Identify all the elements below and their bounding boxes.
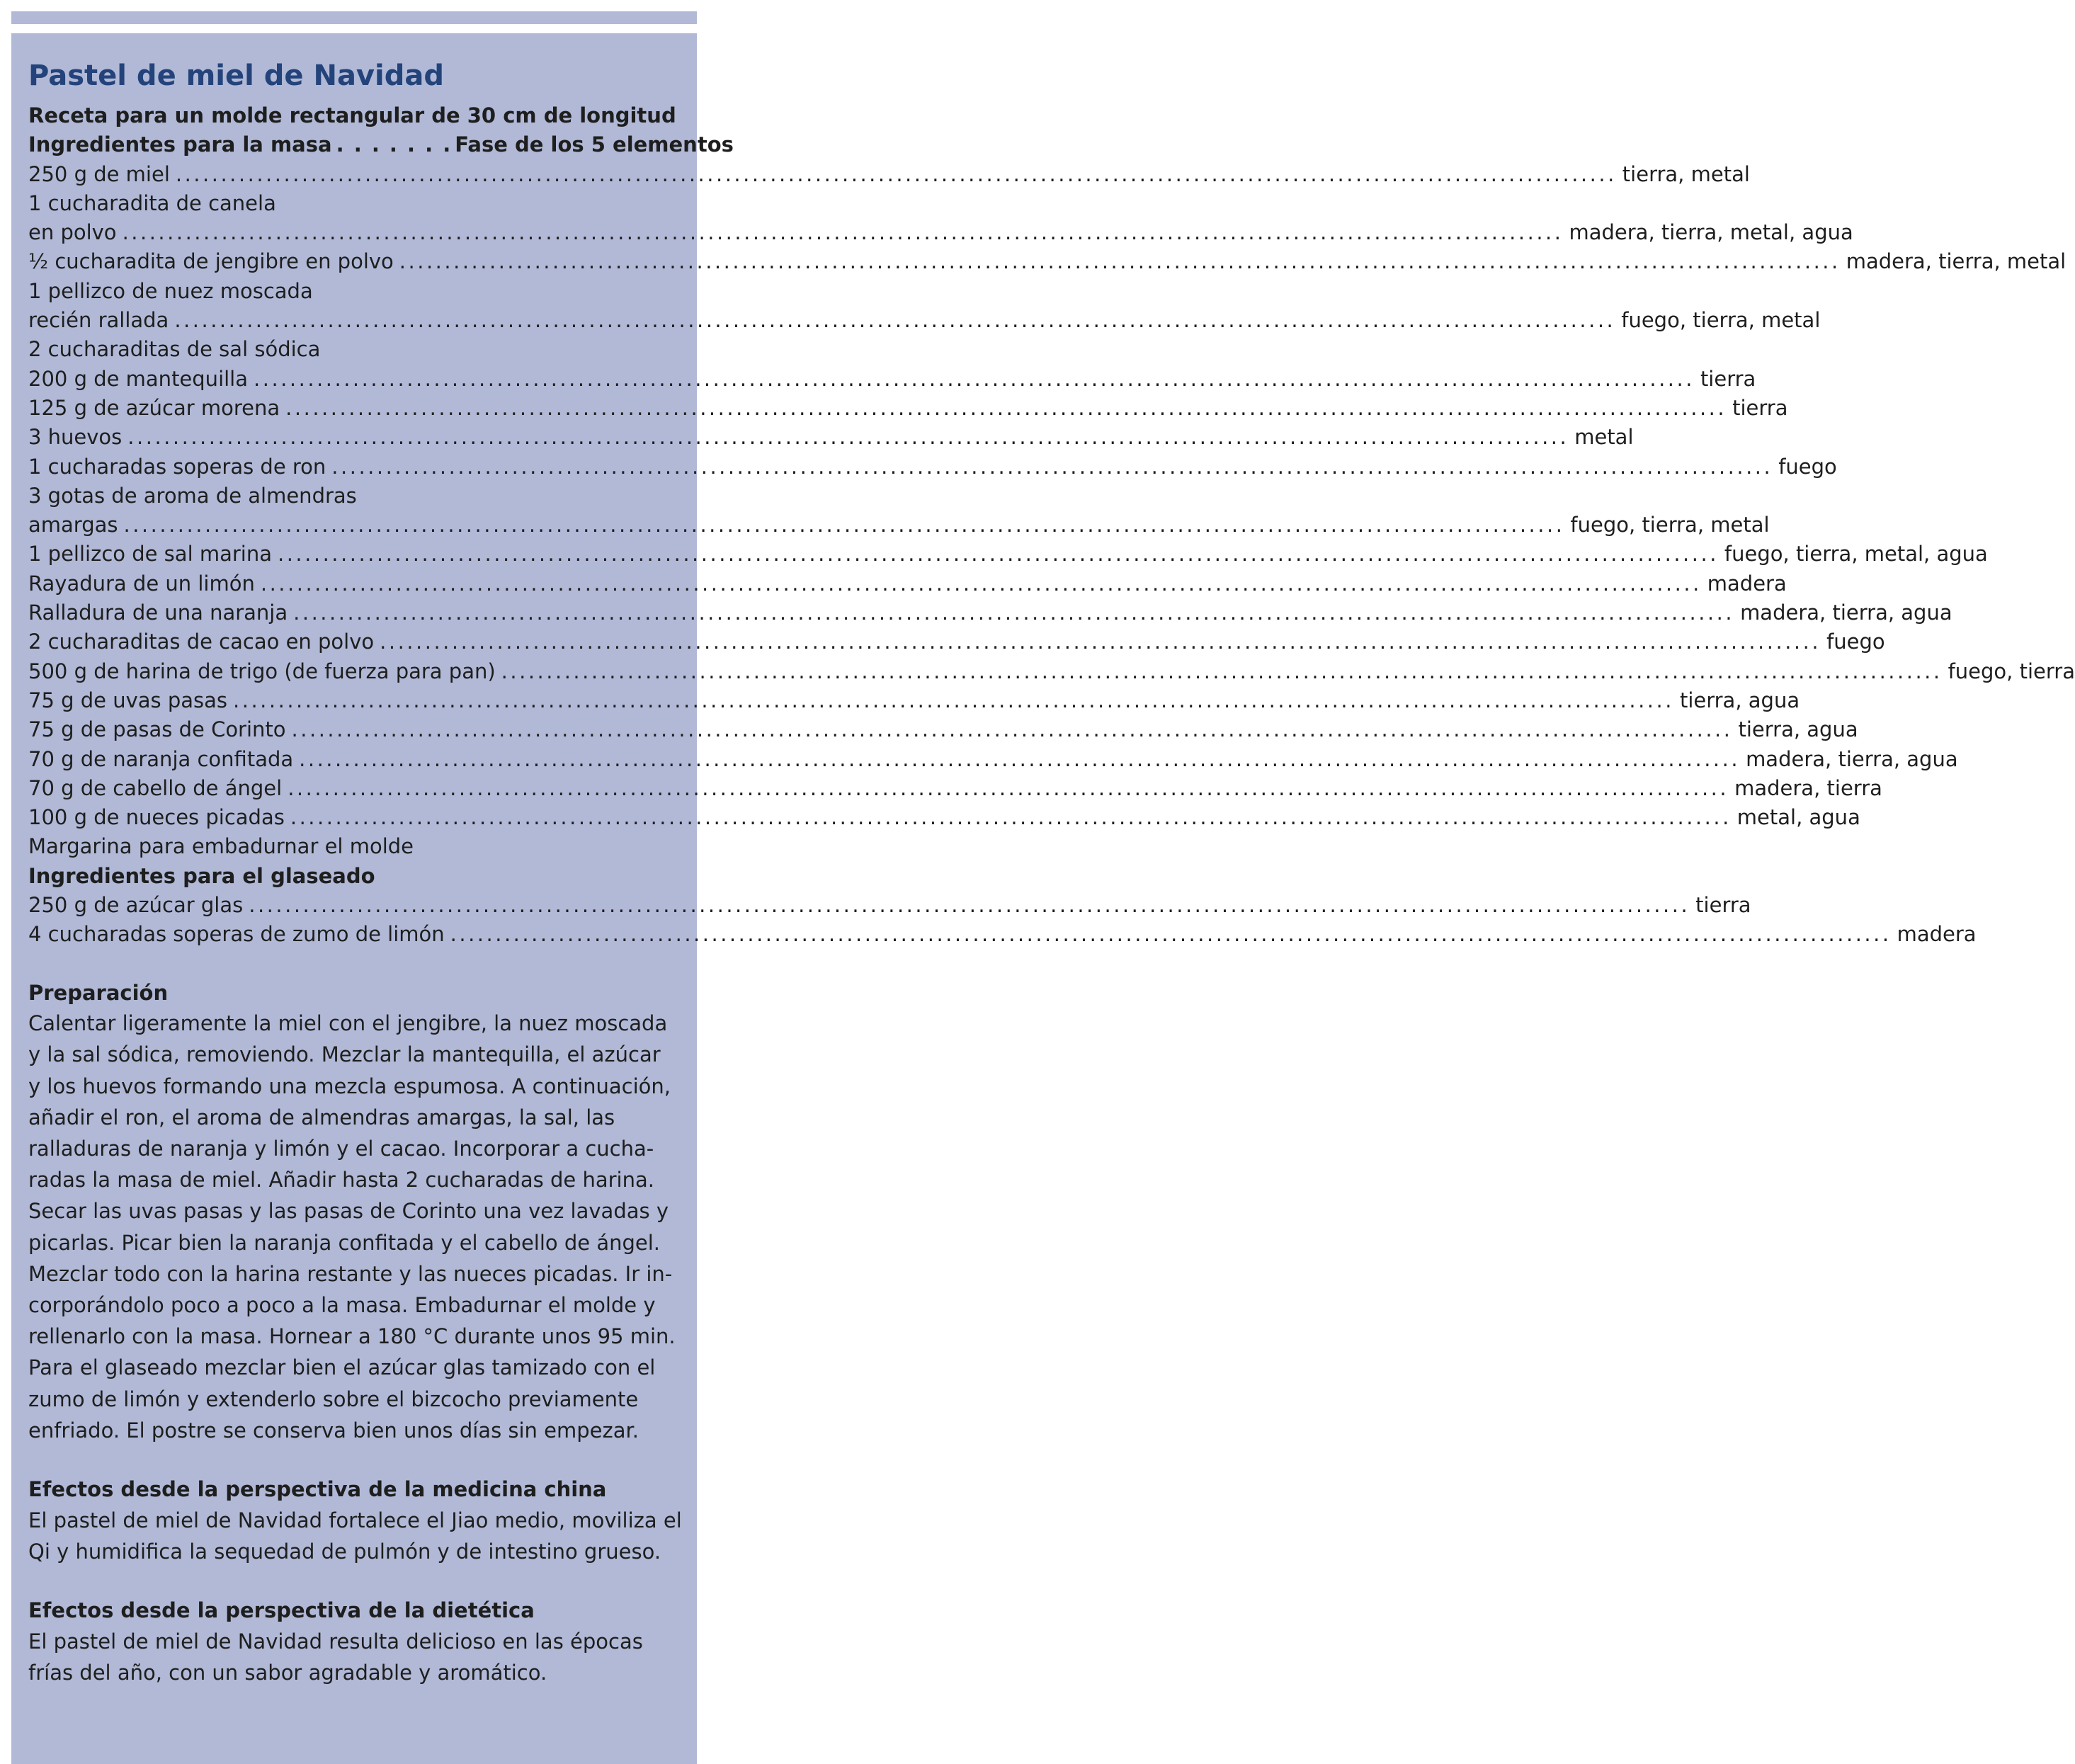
ingredient-elements: madera, tierra, agua [1740,601,1952,625]
ingredient-row [28,920,1977,949]
ingredient-elements: tierra [1700,366,1756,391]
text-line: Qi y humidifica la sequedad de pulmón y de intestino grueso. [28,1539,661,1564]
glaze-header: Ingredientes para el glaseado [28,863,375,888]
ingredient-name: 250 g de azúcar glas [28,893,244,918]
dietetics-text [28,1626,680,1688]
dot-leader: ................................................................................................................................................................ [285,395,1727,420]
ingredient-elements: fuego, tierra, metal [1621,308,1821,333]
text-line: picarlas. Picar bien la naranja confitada y el cabello de ángel. [28,1230,661,1255]
dot-leader: ................................................................................................................................................................ [233,688,1674,712]
dot-leader: ................................................................................................................................................................ [501,659,1943,683]
ingredient-name: 200 g de mantequilla [28,366,249,391]
text-line: Secar las uvas pasas y las pasas de Corinto una vez lavadas y [28,1199,669,1224]
text-line: y la sal sódica, removiendo. Mezclar la mantequilla, el azúcar [28,1042,661,1067]
ingredient-elements: fuego, tierra, metal, agua [1724,542,1988,567]
ingredient-row [28,627,1885,656]
ingredient-name: 1 pellizco de nuez moscada [28,278,313,303]
ingredient-row [28,686,1800,715]
text-line: El pastel de miel de Navidad resulta delicioso en las épocas [28,1629,643,1654]
ingredient-elements: tierra, agua [1679,688,1800,712]
dot-leader: ................................................................................................................................................................ [380,630,1821,654]
ingredient-name: 75 g de uvas pasas [28,688,228,712]
chinese-medicine-heading: Efectos desde la perspectiva de la medicina china [28,1477,607,1502]
ingredient-row [28,218,1853,247]
ingredient-row [28,803,1860,832]
ingredient-name: 3 huevos [28,425,123,450]
ingredient-row [28,745,1958,774]
ingredient-row [28,569,1787,598]
ingredient-row [28,540,1988,569]
dot-leader: ................................................................................................................................................................ [254,366,1695,391]
ingredient-name: recién rallada [28,308,169,333]
dietetics-heading: Efectos desde la perspectiva de la dietética [28,1598,535,1623]
ingredient-elements: tierra [1695,893,1751,918]
ingredient-elements: madera, tierra [1734,775,1882,800]
recipe-title: Pastel de miel de Navidad [28,59,444,92]
dot-leader: ................................................................................................................................................................ [249,893,1690,918]
text-line: Mezclar todo con la harina restante y las nueces picadas. Ir in- [28,1261,673,1286]
ingredient-row [28,365,1756,394]
ingredient-row [28,423,1634,452]
top-decorative-bar [11,11,697,24]
dot-leader: ................................................................................................................................................................ [288,775,1729,800]
dot-leader: ................................................................................................................................................................ [331,454,1773,479]
text-line: radas la masa de miel. Añadir hasta 2 cucharadas de harina. [28,1168,654,1193]
ingredient-name: Ralladura de una naranja [28,601,288,625]
ingredient-elements: fuego [1826,630,1885,654]
ingredient-name: 2 cucharaditas de cacao en polvo [28,630,375,654]
dot-leader: ................................................................................................................................................................ [174,308,1616,333]
ingredient-name: 2 cucharaditas de sal sódica [28,337,321,362]
glaze-list [28,891,1977,950]
ingredient-name: en polvo [28,220,117,245]
preparation-text [28,1008,680,1446]
text-line: rellenarlo con la masa. Hornear a 180 °C durante unos 95 min. [28,1324,676,1349]
ingredient-elements: metal [1574,425,1634,450]
ingredient-elements: madera, tierra, metal, agua [1569,220,1853,245]
ingredient-name: Rayadura de un limón [28,571,255,596]
ingredient-row [28,306,1821,335]
ingredient-elements: metal, agua [1736,805,1860,830]
recipe-subtitle: Receta para un molde rectangular de 30 cm de longitud [28,103,676,127]
dot-leader: ................................................................................................................................................................ [127,425,1569,450]
ingredient-name: 1 cucharadas soperas de ron [28,454,326,479]
text-line: Para el glaseado mezclar bien el azúcar glas tamizado con el [28,1355,656,1380]
dot-leader: ................................................................................................................................................................ [278,542,1719,567]
dot-leader: ................................................................................................................................................................ [290,805,1732,830]
dot-leader: ................................................................................................................................................................ [260,571,1702,596]
preparation-heading: Preparación [28,980,169,1005]
recipe-box [11,33,2075,1764]
text-line: El pastel de miel de Navidad fortalece el Jiao medio, moviliza el [28,1508,682,1532]
ingredient-name: 1 pellizco de sal marina [28,542,272,567]
ingredient-elements: tierra, metal [1622,161,1750,186]
ingredient-name: ½ cucharadita de jengibre en polvo [28,249,394,274]
dot-leader: ................................................................................................................................................................ [399,249,1841,274]
ingredient-elements: madera, tierra, agua [1746,746,1958,771]
ingredient-name: Margarina para embadurnar el molde [28,834,414,859]
ingredient-row [28,247,2067,276]
dot-leader: ................................................................................................................................................................ [291,717,1733,742]
ingredient-name: 75 g de pasas de Corinto [28,717,286,742]
ingredient-row [28,657,2075,686]
ingredient-name: amargas [28,513,118,537]
ingredient-list [28,160,2075,862]
ingredient-elements: fuego, tierra, metal [1570,513,1770,537]
ingredient-elements: tierra [1732,395,1788,420]
ingredient-name: 125 g de azúcar morena [28,395,280,420]
dot-leader: ................................................................................................................................................................ [299,746,1741,771]
ingredient-row [28,891,1751,920]
ingredient-elements: madera, tierra, metal [1846,249,2067,274]
elements-header: Fase de los 5 elementos [455,132,734,157]
text-line: enfriado. El postre se conserva bien unos días sin empezar. [28,1418,639,1443]
ingredient-name: 70 g de cabello de ángel [28,775,283,800]
text-line: frías del año, con un sabor agradable y aromático. [28,1660,547,1685]
ingredient-row [28,160,1750,189]
dot-leader: ................................................................................................................................................................ [122,220,1564,245]
dot-leader: ................................................................................................................................................................ [123,513,1565,537]
chinese-medicine-text [28,1505,680,1567]
dot-leader: ................................................................................................................................................................ [450,922,1892,947]
ingredient-row [28,394,1788,423]
ingredient-name: 1 cucharadita de canela [28,190,276,215]
dot-leader: ................................................................................................................................................................ [293,601,1735,625]
ingredient-row [28,453,1837,482]
text-line: zumo de limón y extenderlo sobre el bizcocho previamente [28,1387,639,1411]
text-line: corporándolo poco a poco a la masa. Embadurnar el molde y [28,1293,656,1318]
ingredient-row [28,774,1882,803]
ingredient-row [28,511,1770,540]
text-line: Calentar ligeramente la miel con el jengibre, la nuez moscada [28,1011,668,1036]
ingredient-elements: fuego [1778,454,1837,479]
ingredient-name: 70 g de naranja confitada [28,746,294,771]
ingredient-row [28,598,1952,627]
text-line: ralladuras de naranja y limón y el cacao. Incorporar a cucha- [28,1137,654,1161]
ingredients-header: Ingredientes para la masa [28,132,332,157]
ingredient-elements: tierra, agua [1738,717,1858,742]
text-line: y los huevos formando una mezcla espumosa. A continuación, [28,1074,671,1098]
ingredient-name: 4 cucharadas soperas de zumo de limón [28,922,445,947]
text-line: añadir el ron, el aroma de almendras amargas, la sal, las [28,1105,615,1129]
ingredient-name: 250 g de miel [28,161,170,186]
ingredient-elements: madera [1707,571,1787,596]
dot-leader: ................................................................................................................................................................ [175,161,1617,186]
ingredient-row [28,715,1858,744]
ingredient-name: 3 gotas de aroma de almendras [28,483,357,508]
ingredient-elements: madera [1897,922,1977,947]
ingredient-name: 500 g de harina de trigo (de fuerza para pan) [28,659,496,683]
header-dot-leader: . . . . . . . [336,132,453,157]
ingredient-name: 100 g de nueces picadas [28,805,285,830]
ingredients-header-row [28,130,734,159]
ingredient-elements: fuego, tierra [1948,659,2075,683]
